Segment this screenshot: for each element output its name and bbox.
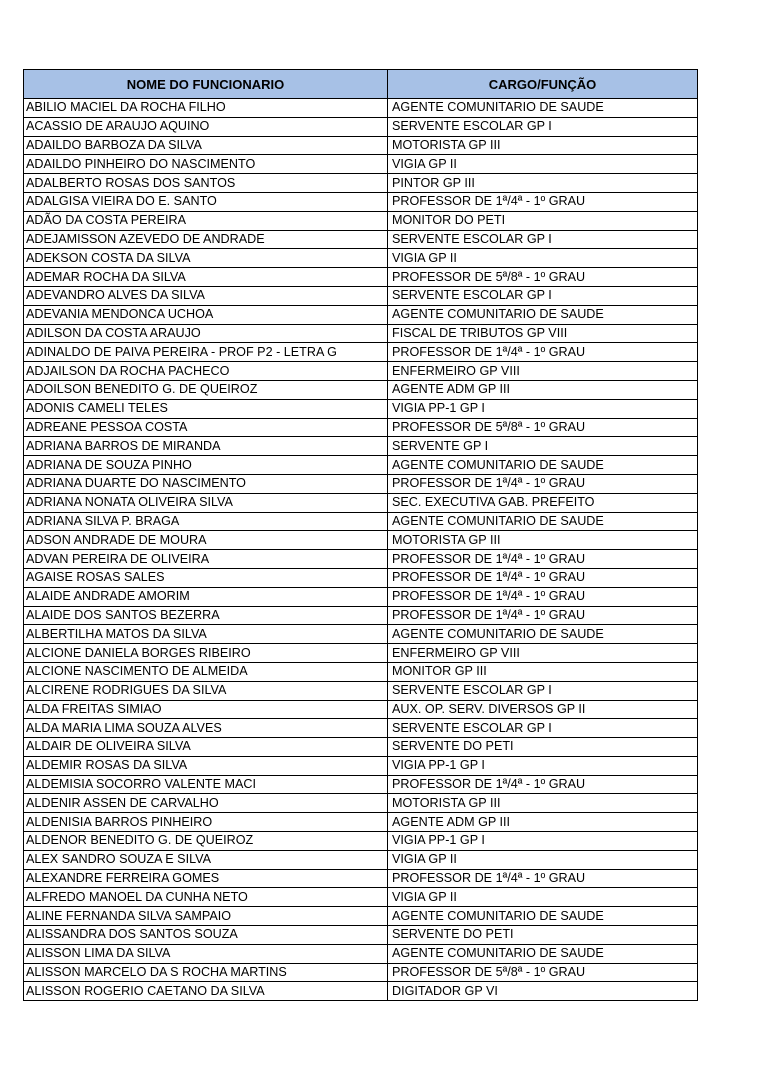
employee-role-cell: SERVENTE GP I xyxy=(388,437,698,456)
table-row xyxy=(24,719,698,738)
employee-name-cell: ADINALDO DE PAIVA PEREIRA - PROF P2 - LETRA G xyxy=(24,343,388,362)
employee-role-cell: VIGIA PP-1 GP I xyxy=(388,756,698,775)
employee-name-cell: ADRIANA SILVA P. BRAGA xyxy=(24,512,388,531)
table-row xyxy=(24,211,698,230)
table-row xyxy=(24,926,698,945)
table-row xyxy=(24,418,698,437)
employee-name-cell: ALAIDE ANDRADE AMORIM xyxy=(24,587,388,606)
employee-name-cell: ADOILSON BENEDITO G. DE QUEIROZ xyxy=(24,380,388,399)
table-row xyxy=(24,662,698,681)
employee-role-cell: VIGIA GP II xyxy=(388,249,698,268)
table-row xyxy=(24,982,698,1001)
employee-role-cell: VIGIA GP II xyxy=(388,888,698,907)
employee-name-cell: ADILSON DA COSTA ARAUJO xyxy=(24,324,388,343)
employee-role-cell: PROFESSOR DE 1ª/4ª - 1º GRAU xyxy=(388,587,698,606)
employee-role-cell: SEC. EXECUTIVA GAB. PREFEITO xyxy=(388,493,698,512)
employee-role-cell: SERVENTE ESCOLAR GP I xyxy=(388,681,698,700)
table-row xyxy=(24,512,698,531)
employee-name-cell: ADRIANA DE SOUZA PINHO xyxy=(24,456,388,475)
employee-name-cell: AGAISE ROSAS SALES xyxy=(24,568,388,587)
employee-role-cell: AGENTE COMUNITARIO DE SAUDE xyxy=(388,907,698,926)
table-row xyxy=(24,474,698,493)
table-row xyxy=(24,399,698,418)
header-row xyxy=(24,70,698,99)
table-row xyxy=(24,963,698,982)
table-row xyxy=(24,644,698,663)
employee-name-cell: ADONIS CAMELI TELES xyxy=(24,399,388,418)
employee-role-cell: SERVENTE ESCOLAR GP I xyxy=(388,719,698,738)
employee-name-cell: ALDENIR ASSEN DE CARVALHO xyxy=(24,794,388,813)
employee-name-cell: ADRIANA NONATA OLIVEIRA SILVA xyxy=(24,493,388,512)
employee-name-cell: ALDEMIR ROSAS DA SILVA xyxy=(24,756,388,775)
employee-role-cell: PROFESSOR DE 1ª/4ª - 1º GRAU xyxy=(388,606,698,625)
employee-role-cell: AUX. OP. SERV. DIVERSOS GP II xyxy=(388,700,698,719)
header-role: CARGO/FUNÇÃO xyxy=(388,70,698,99)
table-row xyxy=(24,832,698,851)
employee-role-cell: VIGIA PP-1 GP I xyxy=(388,399,698,418)
table-row xyxy=(24,850,698,869)
employee-role-cell: FISCAL DE TRIBUTOS GP VIII xyxy=(388,324,698,343)
employee-role-cell: MONITOR DO PETI xyxy=(388,211,698,230)
employee-role-cell: PROFESSOR DE 5ª/8ª - 1º GRAU xyxy=(388,268,698,287)
employee-name-cell: ALDENOR BENEDITO G. DE QUEIROZ xyxy=(24,832,388,851)
table-row xyxy=(24,738,698,757)
employee-name-cell: ADVAN PEREIRA DE OLIVEIRA xyxy=(24,550,388,569)
table-row xyxy=(24,550,698,569)
table-row xyxy=(24,775,698,794)
table-row xyxy=(24,437,698,456)
employee-name-cell: ACASSIO DE ARAUJO AQUINO xyxy=(24,117,388,136)
table-row xyxy=(24,907,698,926)
table-row xyxy=(24,230,698,249)
table-row xyxy=(24,155,698,174)
table-row xyxy=(24,174,698,193)
employee-name-cell: ALCIONE DANIELA BORGES RIBEIRO xyxy=(24,644,388,663)
table-row xyxy=(24,888,698,907)
employee-role-cell: AGENTE COMUNITARIO DE SAUDE xyxy=(388,305,698,324)
table-body xyxy=(24,99,698,1001)
employee-name-cell: ADÃO DA COSTA PEREIRA xyxy=(24,211,388,230)
employee-role-cell: PINTOR GP III xyxy=(388,174,698,193)
employee-role-cell: MOTORISTA GP III xyxy=(388,531,698,550)
employee-name-cell: ALDEMISIA SOCORRO VALENTE MACI xyxy=(24,775,388,794)
employee-name-cell: ADEKSON COSTA DA SILVA xyxy=(24,249,388,268)
employee-role-cell: AGENTE COMUNITARIO DE SAUDE xyxy=(388,625,698,644)
table-row xyxy=(24,117,698,136)
employee-name-cell: ABILIO MACIEL DA ROCHA FILHO xyxy=(24,99,388,118)
employee-role-cell: PROFESSOR DE 5ª/8ª - 1º GRAU xyxy=(388,418,698,437)
employee-name-cell: ALINE FERNANDA SILVA SAMPAIO xyxy=(24,907,388,926)
employee-role-cell: ENFERMEIRO GP VIII xyxy=(388,644,698,663)
employee-role-cell: AGENTE ADM GP III xyxy=(388,380,698,399)
employee-name-cell: ALISSON LIMA DA SILVA xyxy=(24,944,388,963)
employee-role-cell: PROFESSOR DE 1ª/4ª - 1º GRAU xyxy=(388,775,698,794)
employee-role-cell: AGENTE COMUNITARIO DE SAUDE xyxy=(388,456,698,475)
table-row xyxy=(24,268,698,287)
employee-role-cell: PROFESSOR DE 1ª/4ª - 1º GRAU xyxy=(388,192,698,211)
employee-name-cell: ADEMAR ROCHA DA SILVA xyxy=(24,268,388,287)
employee-name-cell: ADAILDO BARBOZA DA SILVA xyxy=(24,136,388,155)
employee-table xyxy=(23,69,698,1001)
employee-name-cell: ALEX SANDRO SOUZA E SILVA xyxy=(24,850,388,869)
employee-name-cell: ALDA FREITAS SIMIAO xyxy=(24,700,388,719)
employee-name-cell: ALCIRENE RODRIGUES DA SILVA xyxy=(24,681,388,700)
employee-role-cell: MONITOR GP III xyxy=(388,662,698,681)
employee-name-cell: ADEVANDRO ALVES DA SILVA xyxy=(24,286,388,305)
table-row xyxy=(24,794,698,813)
table-row xyxy=(24,324,698,343)
employee-name-cell: ADAILDO PINHEIRO DO NASCIMENTO xyxy=(24,155,388,174)
employee-name-cell: ADSON ANDRADE DE MOURA xyxy=(24,531,388,550)
table-row xyxy=(24,944,698,963)
employee-name-cell: ALDAIR DE OLIVEIRA SILVA xyxy=(24,738,388,757)
employee-role-cell: PROFESSOR DE 1ª/4ª - 1º GRAU xyxy=(388,550,698,569)
employee-role-cell: PROFESSOR DE 1ª/4ª - 1º GRAU xyxy=(388,343,698,362)
employee-name-cell: ALDA MARIA LIMA SOUZA ALVES xyxy=(24,719,388,738)
employee-name-cell: ADREANE PESSOA COSTA xyxy=(24,418,388,437)
table-row xyxy=(24,493,698,512)
employee-role-cell: DIGITADOR GP VI xyxy=(388,982,698,1001)
employee-name-cell: ALISSANDRA DOS SANTOS SOUZA xyxy=(24,926,388,945)
table-row xyxy=(24,568,698,587)
employee-role-cell: SERVENTE ESCOLAR GP I xyxy=(388,117,698,136)
employee-name-cell: ALCIONE NASCIMENTO DE ALMEIDA xyxy=(24,662,388,681)
employee-name-cell: ALFREDO MANOEL DA CUNHA NETO xyxy=(24,888,388,907)
table-row xyxy=(24,136,698,155)
header-employee-name: NOME DO FUNCIONARIO xyxy=(24,70,388,99)
employee-role-cell: MOTORISTA GP III xyxy=(388,794,698,813)
table-row xyxy=(24,380,698,399)
employee-role-cell: AGENTE COMUNITARIO DE SAUDE xyxy=(388,944,698,963)
employee-role-cell: MOTORISTA GP III xyxy=(388,136,698,155)
table-row xyxy=(24,99,698,118)
employee-name-cell: ADRIANA DUARTE DO NASCIMENTO xyxy=(24,474,388,493)
employee-role-cell: PROFESSOR DE 1ª/4ª - 1º GRAU xyxy=(388,869,698,888)
table-row xyxy=(24,700,698,719)
table-row xyxy=(24,681,698,700)
table-row xyxy=(24,756,698,775)
employee-role-cell: PROFESSOR DE 1ª/4ª - 1º GRAU xyxy=(388,474,698,493)
employee-role-cell: VIGIA GP II xyxy=(388,850,698,869)
employee-role-cell: PROFESSOR DE 5ª/8ª - 1º GRAU xyxy=(388,963,698,982)
employee-name-cell: ALISSON ROGERIO CAETANO DA SILVA xyxy=(24,982,388,1001)
employee-role-cell: VIGIA GP II xyxy=(388,155,698,174)
employee-name-cell: ADEJAMISSON AZEVEDO DE ANDRADE xyxy=(24,230,388,249)
table-row xyxy=(24,286,698,305)
table-row xyxy=(24,192,698,211)
employee-name-cell: ADJAILSON DA ROCHA PACHECO xyxy=(24,362,388,381)
employee-role-cell: SERVENTE ESCOLAR GP I xyxy=(388,230,698,249)
table-row xyxy=(24,362,698,381)
table-row xyxy=(24,456,698,475)
employee-role-cell: ENFERMEIRO GP VIII xyxy=(388,362,698,381)
employee-role-cell: AGENTE COMUNITARIO DE SAUDE xyxy=(388,512,698,531)
employee-role-cell: AGENTE COMUNITARIO DE SAUDE xyxy=(388,99,698,118)
employee-role-cell: AGENTE ADM GP III xyxy=(388,813,698,832)
table-row xyxy=(24,305,698,324)
table-row xyxy=(24,587,698,606)
employee-role-cell: SERVENTE DO PETI xyxy=(388,738,698,757)
employee-name-cell: ALBERTILHA MATOS DA SILVA xyxy=(24,625,388,644)
table-row xyxy=(24,249,698,268)
employee-name-cell: ALISSON MARCELO DA S ROCHA MARTINS xyxy=(24,963,388,982)
employee-name-cell: ALDENISIA BARROS PINHEIRO xyxy=(24,813,388,832)
employee-name-cell: ADRIANA BARROS DE MIRANDA xyxy=(24,437,388,456)
table-row xyxy=(24,813,698,832)
table-row xyxy=(24,606,698,625)
employee-role-cell: PROFESSOR DE 1ª/4ª - 1º GRAU xyxy=(388,568,698,587)
table-row xyxy=(24,531,698,550)
table-row xyxy=(24,869,698,888)
employee-name-cell: ADALBERTO ROSAS DOS SANTOS xyxy=(24,174,388,193)
table-row xyxy=(24,625,698,644)
table-row xyxy=(24,343,698,362)
employee-name-cell: ADALGISA VIEIRA DO E. SANTO xyxy=(24,192,388,211)
employee-name-cell: ADEVANIA MENDONCA UCHOA xyxy=(24,305,388,324)
employee-name-cell: ALEXANDRE FERREIRA GOMES xyxy=(24,869,388,888)
employee-name-cell: ALAIDE DOS SANTOS BEZERRA xyxy=(24,606,388,625)
employee-role-cell: SERVENTE ESCOLAR GP I xyxy=(388,286,698,305)
employee-sheet xyxy=(23,69,697,1001)
employee-role-cell: SERVENTE DO PETI xyxy=(388,926,698,945)
employee-role-cell: VIGIA PP-1 GP I xyxy=(388,832,698,851)
